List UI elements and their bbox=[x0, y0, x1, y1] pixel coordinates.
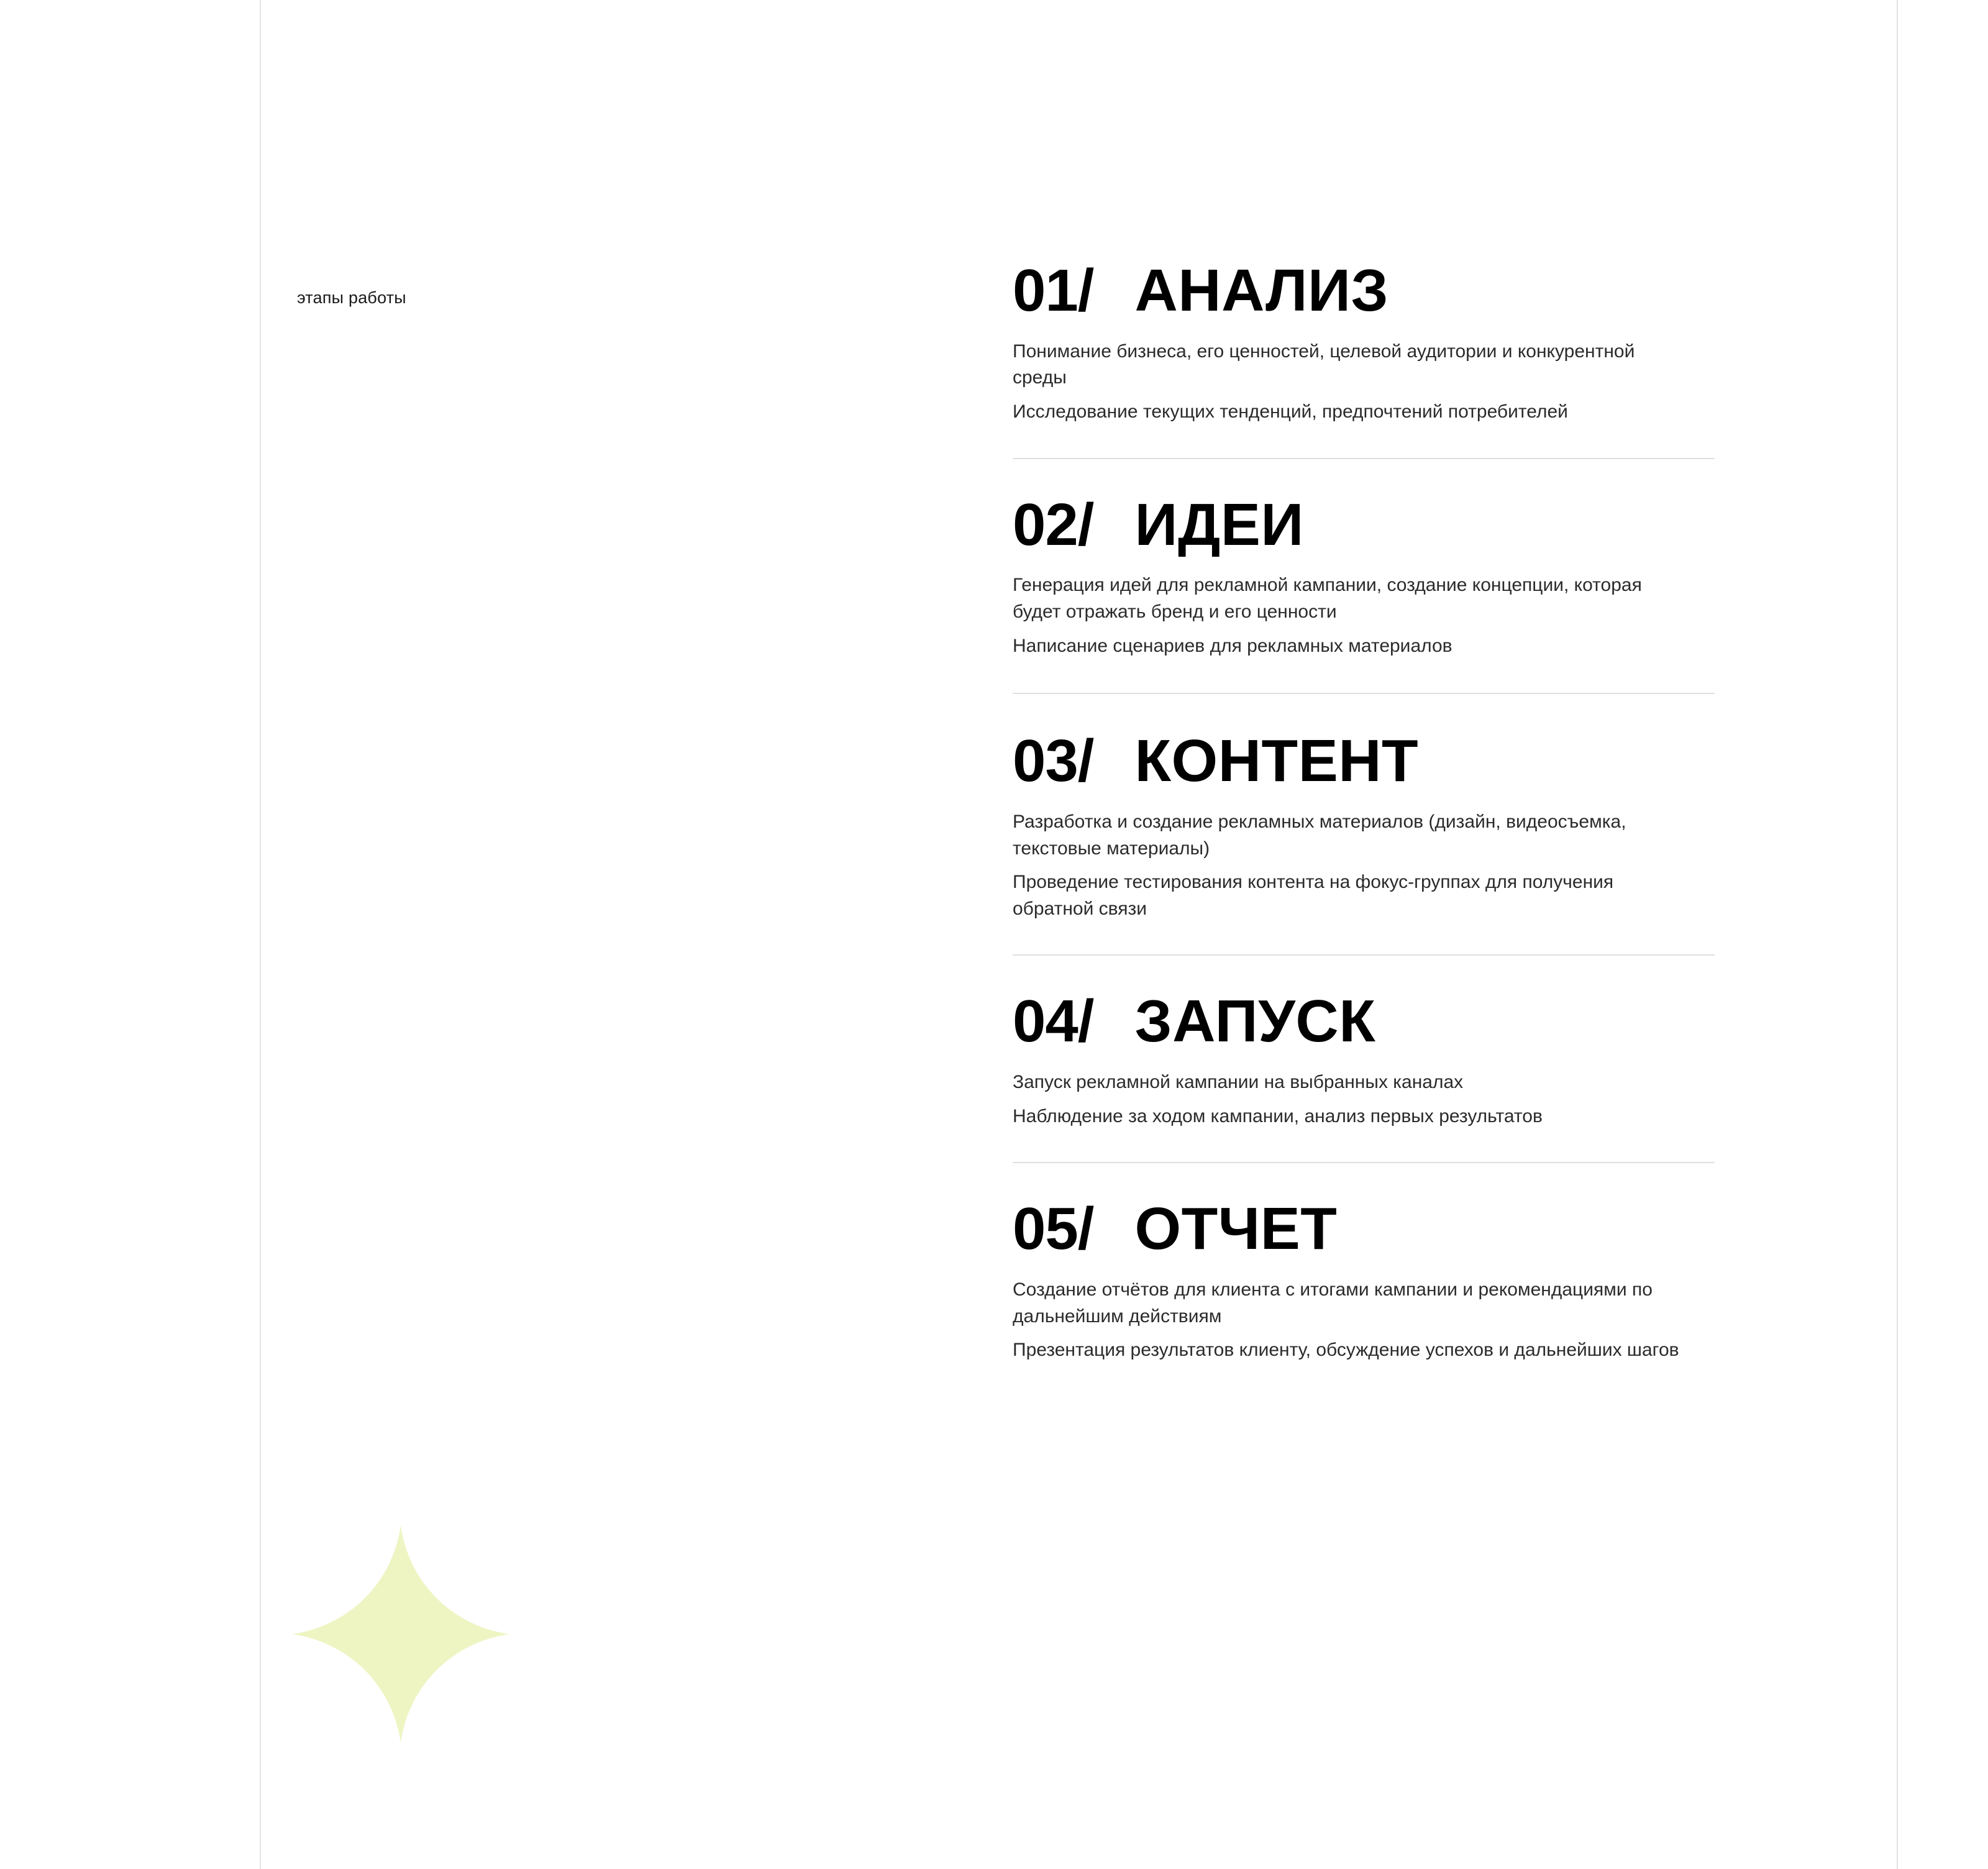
step-item bbox=[1013, 257, 1715, 459]
step-title: ЗАПУСК bbox=[1134, 988, 1376, 1055]
step-number: 01/ bbox=[1013, 257, 1094, 324]
step-number: 02/ bbox=[1013, 491, 1094, 558]
star-decoration-icon bbox=[292, 1525, 509, 1743]
step-description: Генерация идей для рекламной кампании, создание концепции, которая будет отражать бренд и его ценности bbox=[1013, 575, 1642, 622]
step-title: КОНТЕНТ bbox=[1134, 728, 1419, 795]
step-title: АНАЛИЗ bbox=[1134, 257, 1389, 324]
section-label: этапы работы bbox=[297, 288, 406, 307]
right-divider-rule bbox=[1897, 0, 1898, 1869]
step-description: Исследование текущих тенденций, предпочтений потребителей bbox=[1013, 401, 1568, 422]
step-title: ОТЧЕТ bbox=[1134, 1195, 1338, 1263]
step-heading bbox=[1013, 257, 1715, 324]
step-item bbox=[1013, 730, 1715, 956]
step-item bbox=[1013, 491, 1715, 695]
step-heading bbox=[1013, 491, 1715, 558]
step-description: Разработка и создание рекламных материалов (дизайн, видеосъемка, текстовые материалы) bbox=[1013, 811, 1626, 859]
step-number: 05/ bbox=[1013, 1195, 1094, 1263]
step-item bbox=[1013, 990, 1715, 1163]
step-title: ИДЕИ bbox=[1134, 491, 1304, 558]
step-description: Презентация результатов клиенту, обсуждение успехов и дальнейших шагов bbox=[1013, 1340, 1679, 1361]
step-heading bbox=[1013, 990, 1715, 1053]
step-heading bbox=[1013, 1195, 1715, 1263]
left-divider-rule bbox=[260, 0, 261, 1869]
steps-list bbox=[1013, 257, 1715, 1389]
step-description: Проведение тестирования контента на фокус-группах для получения обратной связи bbox=[1013, 872, 1614, 919]
step-number: 03/ bbox=[1013, 728, 1094, 795]
step-heading bbox=[1013, 730, 1715, 793]
step-description: Наблюдение за ходом кампании, анализ первых результатов bbox=[1013, 1105, 1543, 1126]
step-description: Написание сценариев для рекламных материалов bbox=[1013, 635, 1452, 656]
step-item bbox=[1013, 1195, 1715, 1389]
step-description: Понимание бизнеса, его ценностей, целевой аудитории и конкурентной среды bbox=[1013, 340, 1635, 388]
step-number: 04/ bbox=[1013, 988, 1094, 1055]
step-description: Запуск рекламной кампании на выбранных каналах bbox=[1013, 1072, 1464, 1093]
step-description: Создание отчётов для клиента с итогами кампании и рекомендациями по дальнейшим действиям bbox=[1013, 1279, 1653, 1327]
